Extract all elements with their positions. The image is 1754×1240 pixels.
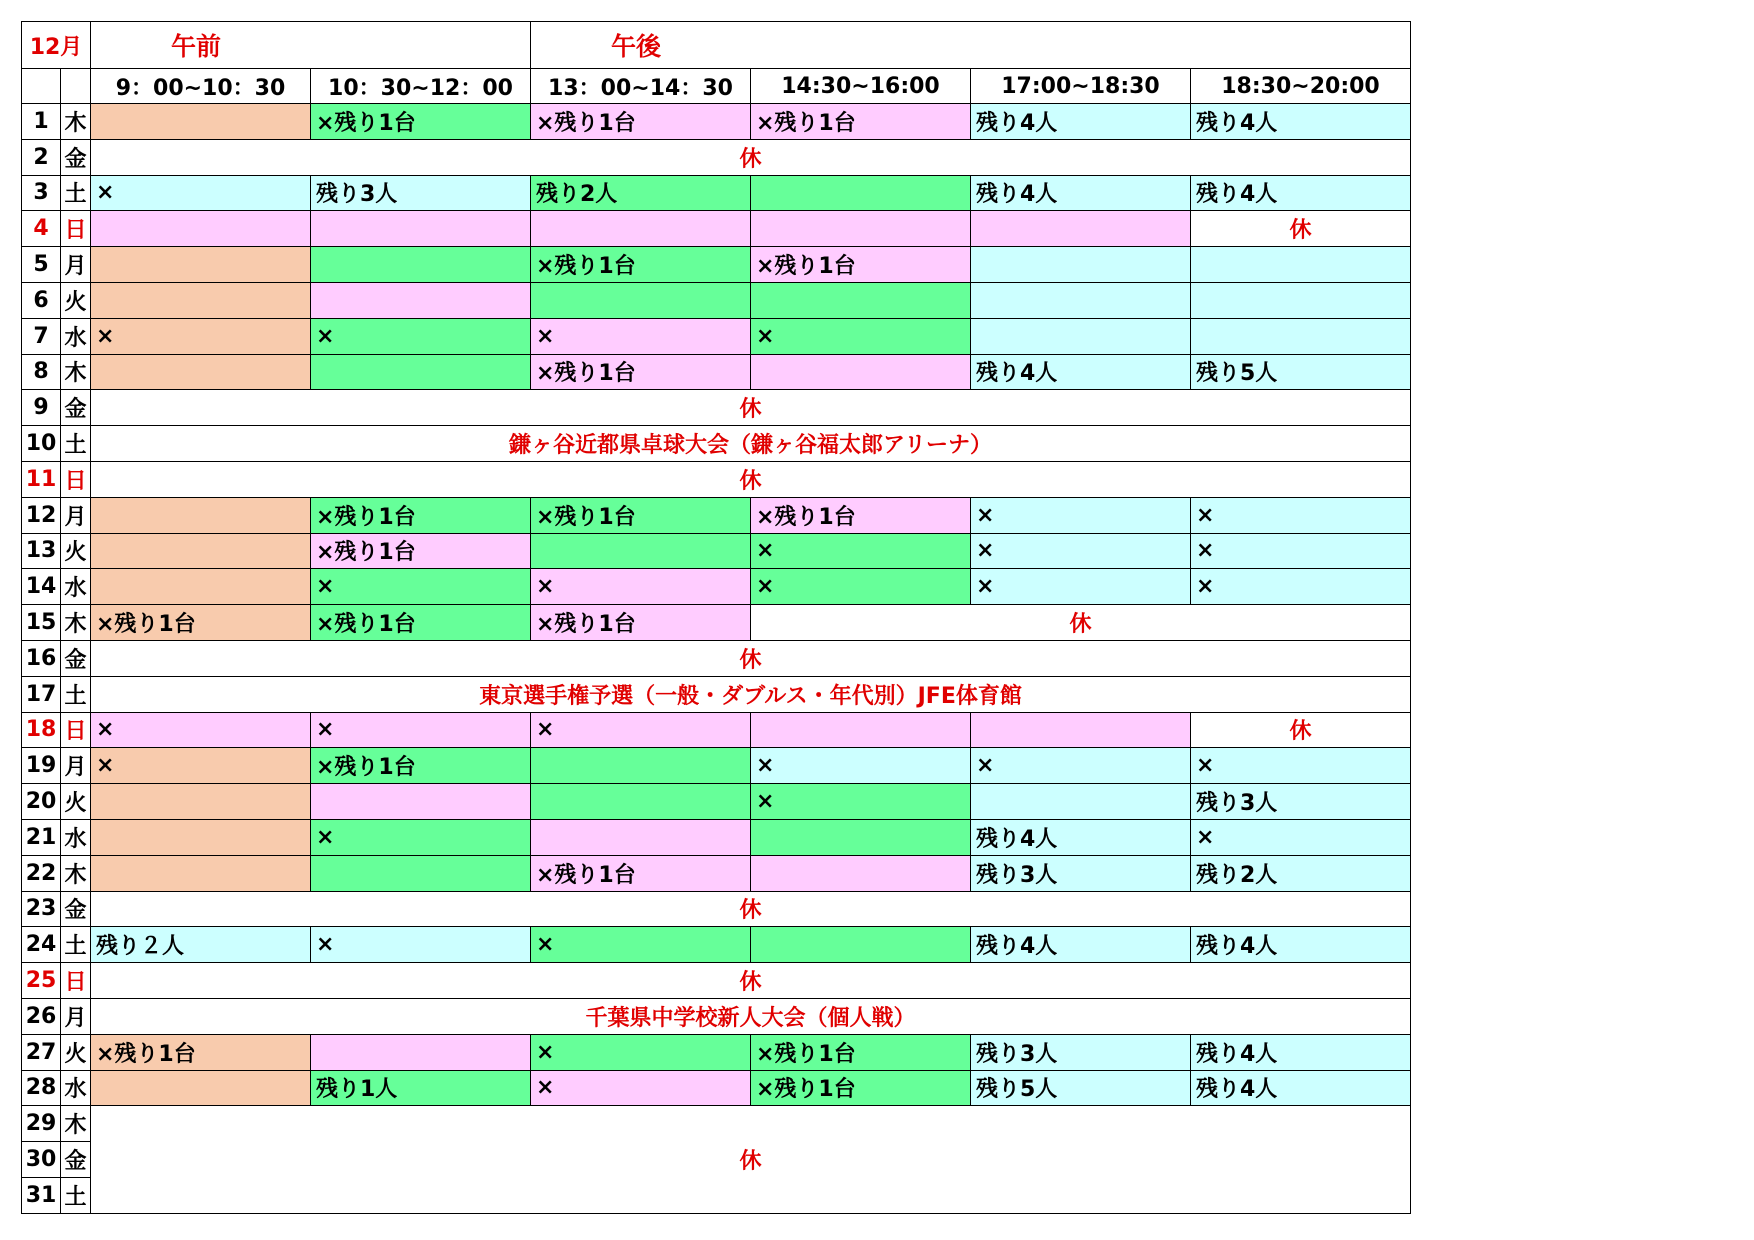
slot-cell: 残り4人 xyxy=(1191,1035,1411,1071)
day-number: 19 xyxy=(21,748,61,784)
slot-cell: × xyxy=(971,569,1191,605)
slot-cell: 残り4人 xyxy=(1191,1071,1411,1107)
slot-cell: ×残り1台 xyxy=(311,498,531,534)
slot-cell xyxy=(91,247,311,283)
slot-cell xyxy=(751,176,971,212)
slot-cell: × xyxy=(1191,820,1411,856)
slot-cell xyxy=(91,856,311,892)
day-number: 21 xyxy=(21,820,61,856)
day-number: 11 xyxy=(21,462,61,498)
slot-cell: × xyxy=(971,748,1191,784)
slot-cell: 残り3人 xyxy=(1191,784,1411,820)
slot-cell xyxy=(531,784,751,820)
day-number: 4 xyxy=(21,211,61,247)
slot-cell xyxy=(971,713,1191,749)
slot-cell: ×残り1台 xyxy=(531,247,751,283)
slot-cell xyxy=(751,355,971,391)
day-number: 24 xyxy=(21,927,61,963)
slot-cell: 残り4人 xyxy=(971,104,1191,140)
day-of-week: 日 xyxy=(61,211,91,247)
day-of-week: 土 xyxy=(61,176,91,212)
day-number: 12 xyxy=(21,498,61,534)
day-number: 26 xyxy=(21,999,61,1035)
day-number: 16 xyxy=(21,641,61,677)
slot-cell: × xyxy=(1191,748,1411,784)
slot-cell: × xyxy=(531,1035,751,1071)
day-of-week: 日 xyxy=(61,713,91,749)
time-slot-header: 14:30~16:00 xyxy=(751,69,971,104)
day-of-week: 日 xyxy=(61,963,91,999)
day-of-week: 月 xyxy=(61,999,91,1035)
day-of-week: 金 xyxy=(61,140,91,176)
day-of-week: 月 xyxy=(61,247,91,283)
slot-cell xyxy=(531,283,751,319)
day-of-week: 月 xyxy=(61,498,91,534)
slot-cell xyxy=(91,355,311,391)
slot-cell: 残り4人 xyxy=(1191,176,1411,212)
slot-cell: ×残り1台 xyxy=(751,247,971,283)
day-of-week: 火 xyxy=(61,784,91,820)
slot-cell: 残り3人 xyxy=(971,856,1191,892)
merged-note: 鎌ヶ谷近都県卓球大会（鎌ヶ谷福太郎アリーナ） xyxy=(91,426,1411,462)
closed-note: 休 xyxy=(1191,713,1411,749)
day-number: 20 xyxy=(21,784,61,820)
slot-cell: 残り2人 xyxy=(531,176,751,212)
day-number: 28 xyxy=(21,1071,61,1107)
day-of-week: 月 xyxy=(61,748,91,784)
day-of-week: 火 xyxy=(61,283,91,319)
merged-note: 休 xyxy=(91,963,1411,999)
day-of-week: 水 xyxy=(61,569,91,605)
day-number: 10 xyxy=(21,426,61,462)
slot-cell: × xyxy=(311,927,531,963)
merged-note: 休 xyxy=(91,641,1411,677)
slot-cell: ×残り1台 xyxy=(751,498,971,534)
slot-cell: × xyxy=(91,176,311,212)
slot-cell xyxy=(751,856,971,892)
day-of-week: 水 xyxy=(61,1071,91,1107)
day-number: 7 xyxy=(21,319,61,355)
slot-cell: ×残り1台 xyxy=(311,534,531,570)
day-number: 9 xyxy=(21,390,61,426)
slot-cell xyxy=(531,748,751,784)
slot-cell xyxy=(751,283,971,319)
slot-cell xyxy=(1191,247,1411,283)
slot-cell: × xyxy=(311,319,531,355)
day-number: 8 xyxy=(21,355,61,391)
slot-cell: 残り2人 xyxy=(1191,856,1411,892)
day-number: 6 xyxy=(21,283,61,319)
slot-cell: 残り4人 xyxy=(971,820,1191,856)
slot-cell: 残り4人 xyxy=(971,176,1191,212)
day-of-week: 金 xyxy=(61,1142,91,1178)
slot-cell xyxy=(91,569,311,605)
slot-cell xyxy=(311,355,531,391)
closed-block: 休 xyxy=(91,1106,1411,1213)
slot-cell: ×残り1台 xyxy=(311,104,531,140)
slot-cell xyxy=(751,713,971,749)
merged-note: 休 xyxy=(91,140,1411,176)
day-number: 17 xyxy=(21,677,61,713)
slot-cell: × xyxy=(751,534,971,570)
slot-cell xyxy=(751,927,971,963)
slot-cell xyxy=(311,1035,531,1071)
slot-cell xyxy=(531,820,751,856)
day-number: 23 xyxy=(21,892,61,928)
day-of-week: 日 xyxy=(61,462,91,498)
day-number: 22 xyxy=(21,856,61,892)
slot-cell xyxy=(311,211,531,247)
slot-cell: × xyxy=(91,748,311,784)
header-day-blank xyxy=(21,69,61,104)
slot-cell xyxy=(971,319,1191,355)
time-slot-header: 9：00~10：30 xyxy=(91,69,311,104)
slot-cell: 残り3人 xyxy=(311,176,531,212)
closed-note: 休 xyxy=(1191,211,1411,247)
slot-cell xyxy=(91,1071,311,1107)
slot-cell: × xyxy=(531,569,751,605)
slot-cell: ×残り1台 xyxy=(751,1071,971,1107)
slot-cell: ×残り1台 xyxy=(751,104,971,140)
day-of-week: 木 xyxy=(61,605,91,641)
merged-note: 休 xyxy=(91,892,1411,928)
day-of-week: 木 xyxy=(61,355,91,391)
month-label: 12月 xyxy=(21,21,91,69)
slot-cell: 残り4人 xyxy=(971,355,1191,391)
slot-cell xyxy=(91,211,311,247)
slot-cell: 残り5人 xyxy=(971,1071,1191,1107)
slot-cell xyxy=(91,784,311,820)
day-of-week: 金 xyxy=(61,892,91,928)
day-number: 1 xyxy=(21,104,61,140)
day-of-week: 金 xyxy=(61,390,91,426)
slot-cell xyxy=(91,534,311,570)
slot-cell xyxy=(531,534,751,570)
slot-cell xyxy=(971,283,1191,319)
slot-cell: ×残り1台 xyxy=(91,605,311,641)
slot-cell: ×残り1台 xyxy=(91,1035,311,1071)
day-number: 30 xyxy=(21,1142,61,1178)
slot-cell xyxy=(971,247,1191,283)
time-slot-header: 18:30~20:00 xyxy=(1191,69,1411,104)
slot-cell xyxy=(91,283,311,319)
slot-cell: × xyxy=(91,319,311,355)
day-number: 25 xyxy=(21,963,61,999)
slot-cell: × xyxy=(531,1071,751,1107)
merged-note: 東京選手権予選（一般・ダブルス・年代別）JFE体育館 xyxy=(91,677,1411,713)
slot-cell: × xyxy=(751,784,971,820)
slot-cell: × xyxy=(531,927,751,963)
header-dow-blank xyxy=(61,69,91,104)
slot-cell xyxy=(1191,283,1411,319)
slot-cell xyxy=(91,498,311,534)
slot-cell: ×残り1台 xyxy=(531,355,751,391)
slot-cell xyxy=(91,104,311,140)
slot-cell: × xyxy=(311,713,531,749)
slot-cell: × xyxy=(1191,498,1411,534)
slot-cell: × xyxy=(1191,569,1411,605)
slot-cell xyxy=(311,247,531,283)
slot-cell xyxy=(1191,319,1411,355)
slot-cell: ×残り1台 xyxy=(531,605,751,641)
slot-cell: × xyxy=(751,748,971,784)
day-of-week: 火 xyxy=(61,1035,91,1071)
am-heading: 午前 xyxy=(91,21,531,69)
slot-cell: ×残り1台 xyxy=(531,104,751,140)
slot-cell: × xyxy=(311,569,531,605)
slot-cell: ×残り1台 xyxy=(531,856,751,892)
day-of-week: 土 xyxy=(61,426,91,462)
slot-cell xyxy=(751,211,971,247)
slot-cell xyxy=(311,784,531,820)
time-slot-header: 17:00~18:30 xyxy=(971,69,1191,104)
day-of-week: 木 xyxy=(61,104,91,140)
slot-cell: × xyxy=(971,534,1191,570)
day-number: 3 xyxy=(21,176,61,212)
day-number: 13 xyxy=(21,534,61,570)
day-of-week: 木 xyxy=(61,1106,91,1142)
slot-cell: 残り4人 xyxy=(1191,104,1411,140)
slot-cell: ×残り1台 xyxy=(311,605,531,641)
day-of-week: 水 xyxy=(61,319,91,355)
day-of-week: 金 xyxy=(61,641,91,677)
day-number: 15 xyxy=(21,605,61,641)
slot-cell: × xyxy=(531,319,751,355)
day-of-week: 木 xyxy=(61,856,91,892)
slot-cell: × xyxy=(751,569,971,605)
slot-cell: 残り２人 xyxy=(91,927,311,963)
slot-cell xyxy=(311,283,531,319)
slot-cell: × xyxy=(751,319,971,355)
day-number: 14 xyxy=(21,569,61,605)
slot-cell xyxy=(531,211,751,247)
day-number: 2 xyxy=(21,140,61,176)
day-of-week: 火 xyxy=(61,534,91,570)
schedule-table xyxy=(21,21,1411,1212)
slot-cell: 残り4人 xyxy=(971,927,1191,963)
day-of-week: 土 xyxy=(61,677,91,713)
day-of-week: 水 xyxy=(61,820,91,856)
slot-cell xyxy=(971,784,1191,820)
slot-cell: ×残り1台 xyxy=(311,748,531,784)
slot-cell: 残り3人 xyxy=(971,1035,1191,1071)
day-number: 18 xyxy=(21,713,61,749)
merged-note: 休 xyxy=(91,390,1411,426)
day-number: 29 xyxy=(21,1106,61,1142)
slot-cell xyxy=(311,856,531,892)
slot-cell: × xyxy=(971,498,1191,534)
slot-cell xyxy=(971,211,1191,247)
day-number: 27 xyxy=(21,1035,61,1071)
day-number: 5 xyxy=(21,247,61,283)
slot-cell: × xyxy=(91,713,311,749)
slot-cell xyxy=(91,820,311,856)
time-slot-header: 10：30~12：00 xyxy=(311,69,531,104)
slot-cell: 残り5人 xyxy=(1191,355,1411,391)
slot-cell: × xyxy=(311,820,531,856)
slot-cell: 残り4人 xyxy=(1191,927,1411,963)
pm-heading: 午後 xyxy=(531,21,1411,69)
slot-cell xyxy=(751,820,971,856)
day-of-week: 土 xyxy=(61,927,91,963)
slot-cell: × xyxy=(1191,534,1411,570)
closed-note: 休 xyxy=(751,605,1411,641)
slot-cell: ×残り1台 xyxy=(751,1035,971,1071)
slot-cell: 残り1人 xyxy=(311,1071,531,1107)
merged-note: 休 xyxy=(91,462,1411,498)
day-of-week: 土 xyxy=(61,1178,91,1214)
day-number: 31 xyxy=(21,1178,61,1214)
merged-note: 千葉県中学校新人大会（個人戦） xyxy=(91,999,1411,1035)
time-slot-header: 13：00~14：30 xyxy=(531,69,751,104)
slot-cell: ×残り1台 xyxy=(531,498,751,534)
slot-cell: × xyxy=(531,713,751,749)
